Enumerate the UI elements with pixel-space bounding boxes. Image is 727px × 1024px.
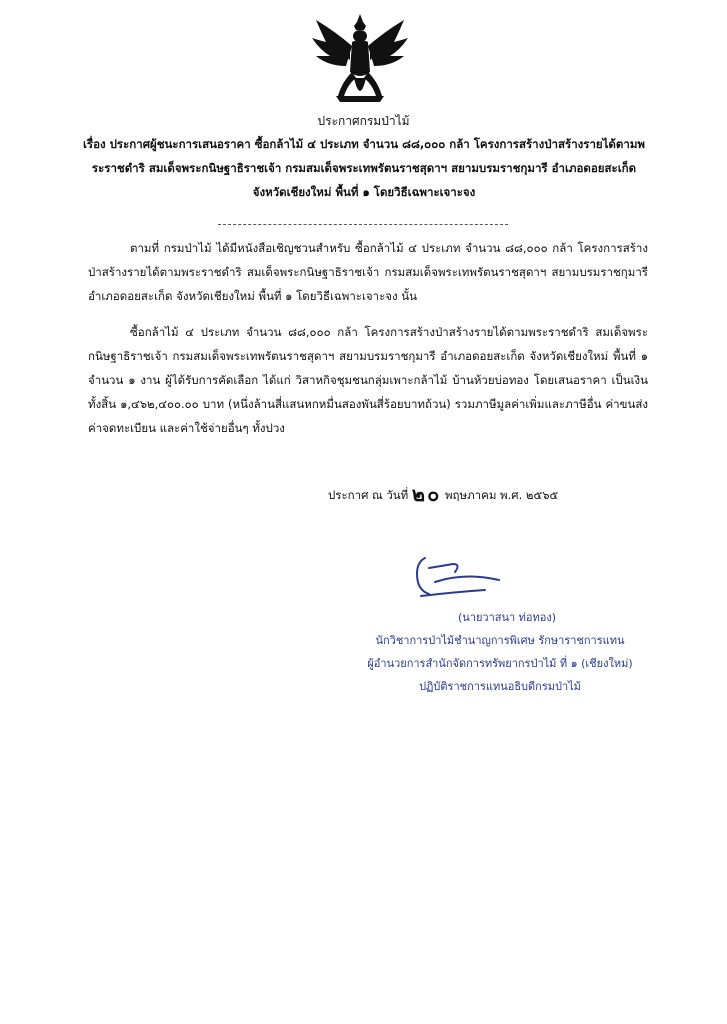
organization-title: ประกาศกรมป่าไม้	[317, 114, 410, 128]
paragraph-2-text: ซื้อกล้าไม้ ๔ ประเภท จำนวน ๘๘,๐๐๐ กล้า โครงการสร้างป่าสร้างรายได้ตามพระราชดำริ สมเด็จพระกนิษฐาธิราชเจ้า กรมสมเด็จพระเทพรัตนราชสุดาฯ สยามบรมราชกุมารี อำเภอดอยสะเก็ด จังหวัดเชียงใหม่ พื้นที่ ๑ จำนวน ๑ งาน ผู้ได้รับการคัดเลือก ได้แก่ วิสาหกิจชุมชนกลุ่มเพาะกล้าไม้ บ้านห้วยบ่อทอง โดยเสนอราคา เป็นเงินทั้งสิ้น ๑,๔๖๒,๔๐๐.๐๐ บาท (หนึ่งล้านสี่แสนหกหมื่นสองพันสี่ร้อยบาทถ้วน) รวมภาษีมูลค่าเพิ่มและภาษีอื่น ค่าขนส่ง ค่าจดทะเบียน และค่าใช้จ่ายอื่นๆ ทั้งปวง	[88, 325, 648, 435]
signer-position-line-3: ปฏิบัติราชการแทนอธิบดีกรมป่าไม้	[419, 680, 581, 693]
paragraph-1-text: ตามที่ กรมป่าไม้ ได้มีหนังสือเชิญชวนสำหรับ ซื้อกล้าไม้ ๔ ประเภท จำนวน ๘๘,๐๐๐ กล้า โครงการสร้างป่าสร้างรายได้ตามพระราชดำริ สมเด็จพระกนิษฐาธิราชเจ้า กรมสมเด็จพระเทพรัตนราชสุดาฯ สยามบรมราชกุมารี อำเภอดอยสะเก็ด จังหวัดเชียงใหม่ พื้นที่ ๑ โดยวิธีเฉพาะเจาะจง นั้น	[88, 241, 648, 303]
body-paragraph-1	[88, 236, 648, 308]
announcement-subject: เรื่อง ประกาศผู้ชนะการเสนอราคา ซื้อกล้าไม้ ๔ ประเภท จำนวน ๘๘,๐๐๐ กล้า โครงการสร้างป่าสร้างรายได้ตามพระราชดำริ สมเด็จพระกนิษฐาธิราชเจ้า กรมสมเด็จพระเทพรัตนราชสุดาฯ สยามบรมราชกุมารี อำเภอดอยสะเก็ด จังหวัดเชียงใหม่ พื้นที่ ๑ โดยวิธีเฉพาะเจาะจง	[83, 137, 645, 199]
date-day: ๒๐	[411, 482, 442, 506]
divider-line	[218, 224, 508, 225]
signer-name: (นายวาสนา ท่อทอง)	[457, 611, 557, 624]
signature-block	[320, 606, 680, 698]
signer-position-line-2: ผู้อำนวยการสำนักจัดการทรัพยากรป่าไม้ ที่ ๑ (เชียงใหม่)	[367, 657, 633, 670]
body-paragraph-2	[88, 320, 648, 440]
date-prefix: ประกาศ ณ วันที่	[328, 488, 409, 502]
date-month-year: พฤษภาคม พ.ศ. ๒๕๖๕	[444, 488, 559, 502]
handwritten-signature-icon	[395, 550, 515, 605]
garuda-emblem-icon	[308, 12, 413, 112]
announcement-date	[328, 483, 648, 506]
signer-position-line-1: นักวิชาการป่าไม้ชำนาญการพิเศษ รักษาราชการแทน	[375, 634, 625, 647]
